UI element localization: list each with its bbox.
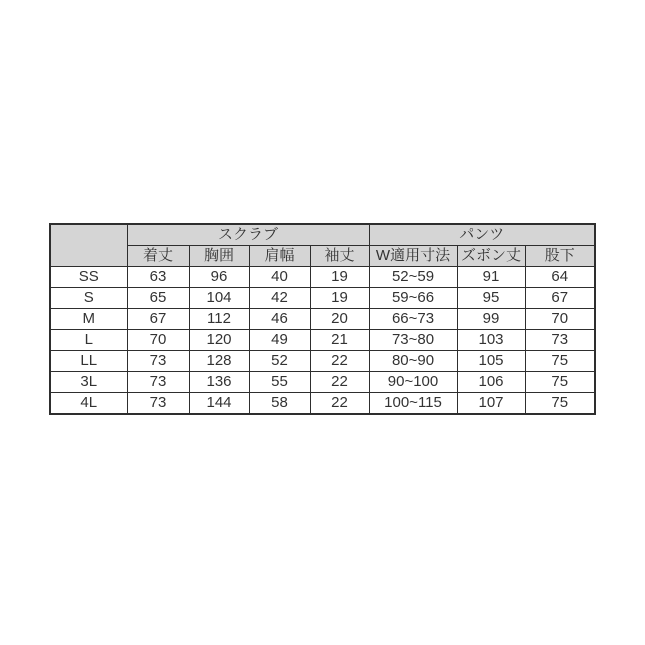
cell-value: 58 [249, 393, 310, 415]
size-label: 4L [50, 393, 127, 415]
cell-value: 144 [189, 393, 249, 415]
cell-value: 66~73 [369, 309, 457, 330]
table-row-4l [50, 393, 595, 415]
cell-value: 22 [310, 372, 369, 393]
cell-value: 105 [457, 351, 525, 372]
cell-value: 128 [189, 351, 249, 372]
cell-value: 65 [127, 288, 189, 309]
cell-value: 55 [249, 372, 310, 393]
cell-value: 96 [189, 267, 249, 288]
size-label: LL [50, 351, 127, 372]
cell-value: 136 [189, 372, 249, 393]
group-header-scrub: スクラブ [127, 224, 369, 246]
table-row-ll [50, 351, 595, 372]
column-header-shoulder: 肩幅 [249, 246, 310, 267]
cell-value: 73 [525, 330, 595, 351]
column-header-body-length: 着丈 [127, 246, 189, 267]
cell-value: 75 [525, 351, 595, 372]
cell-value: 75 [525, 393, 595, 415]
cell-value: 67 [525, 288, 595, 309]
cell-value: 40 [249, 267, 310, 288]
cell-value: 73 [127, 393, 189, 415]
cell-value: 104 [189, 288, 249, 309]
size-label: 3L [50, 372, 127, 393]
size-label: M [50, 309, 127, 330]
cell-value: 59~66 [369, 288, 457, 309]
cell-value: 95 [457, 288, 525, 309]
column-header-pants-length: ズボン丈 [457, 246, 525, 267]
column-header-sleeve: 袖丈 [310, 246, 369, 267]
table-row-3l [50, 372, 595, 393]
size-label: S [50, 288, 127, 309]
cell-value: 99 [457, 309, 525, 330]
cell-value: 70 [525, 309, 595, 330]
cell-value: 19 [310, 288, 369, 309]
cell-value: 73 [127, 351, 189, 372]
group-header-pants: パンツ [369, 224, 595, 246]
cell-value: 73~80 [369, 330, 457, 351]
cell-value: 64 [525, 267, 595, 288]
cell-value: 91 [457, 267, 525, 288]
cell-value: 22 [310, 393, 369, 415]
cell-value: 80~90 [369, 351, 457, 372]
column-header-waist-range: W適用寸法 [369, 246, 457, 267]
cell-value: 70 [127, 330, 189, 351]
column-header-row [50, 246, 595, 267]
cell-value: 120 [189, 330, 249, 351]
cell-value: 107 [457, 393, 525, 415]
cell-value: 21 [310, 330, 369, 351]
table-row-s [50, 288, 595, 309]
corner-cell [50, 224, 127, 267]
cell-value: 19 [310, 267, 369, 288]
cell-value: 112 [189, 309, 249, 330]
cell-value: 103 [457, 330, 525, 351]
cell-value: 63 [127, 267, 189, 288]
cell-value: 67 [127, 309, 189, 330]
cell-value: 52 [249, 351, 310, 372]
column-header-inseam: 股下 [525, 246, 595, 267]
cell-value: 46 [249, 309, 310, 330]
table-row-m [50, 309, 595, 330]
group-header-row [50, 224, 595, 246]
table-row-l [50, 330, 595, 351]
cell-value: 100~115 [369, 393, 457, 415]
cell-value: 52~59 [369, 267, 457, 288]
cell-value: 42 [249, 288, 310, 309]
cell-value: 20 [310, 309, 369, 330]
column-header-chest: 胸囲 [189, 246, 249, 267]
table-row-ss [50, 267, 595, 288]
cell-value: 73 [127, 372, 189, 393]
size-label: SS [50, 267, 127, 288]
cell-value: 49 [249, 330, 310, 351]
cell-value: 22 [310, 351, 369, 372]
cell-value: 106 [457, 372, 525, 393]
cell-value: 90~100 [369, 372, 457, 393]
size-label: L [50, 330, 127, 351]
cell-value: 75 [525, 372, 595, 393]
size-chart-table [49, 223, 596, 415]
